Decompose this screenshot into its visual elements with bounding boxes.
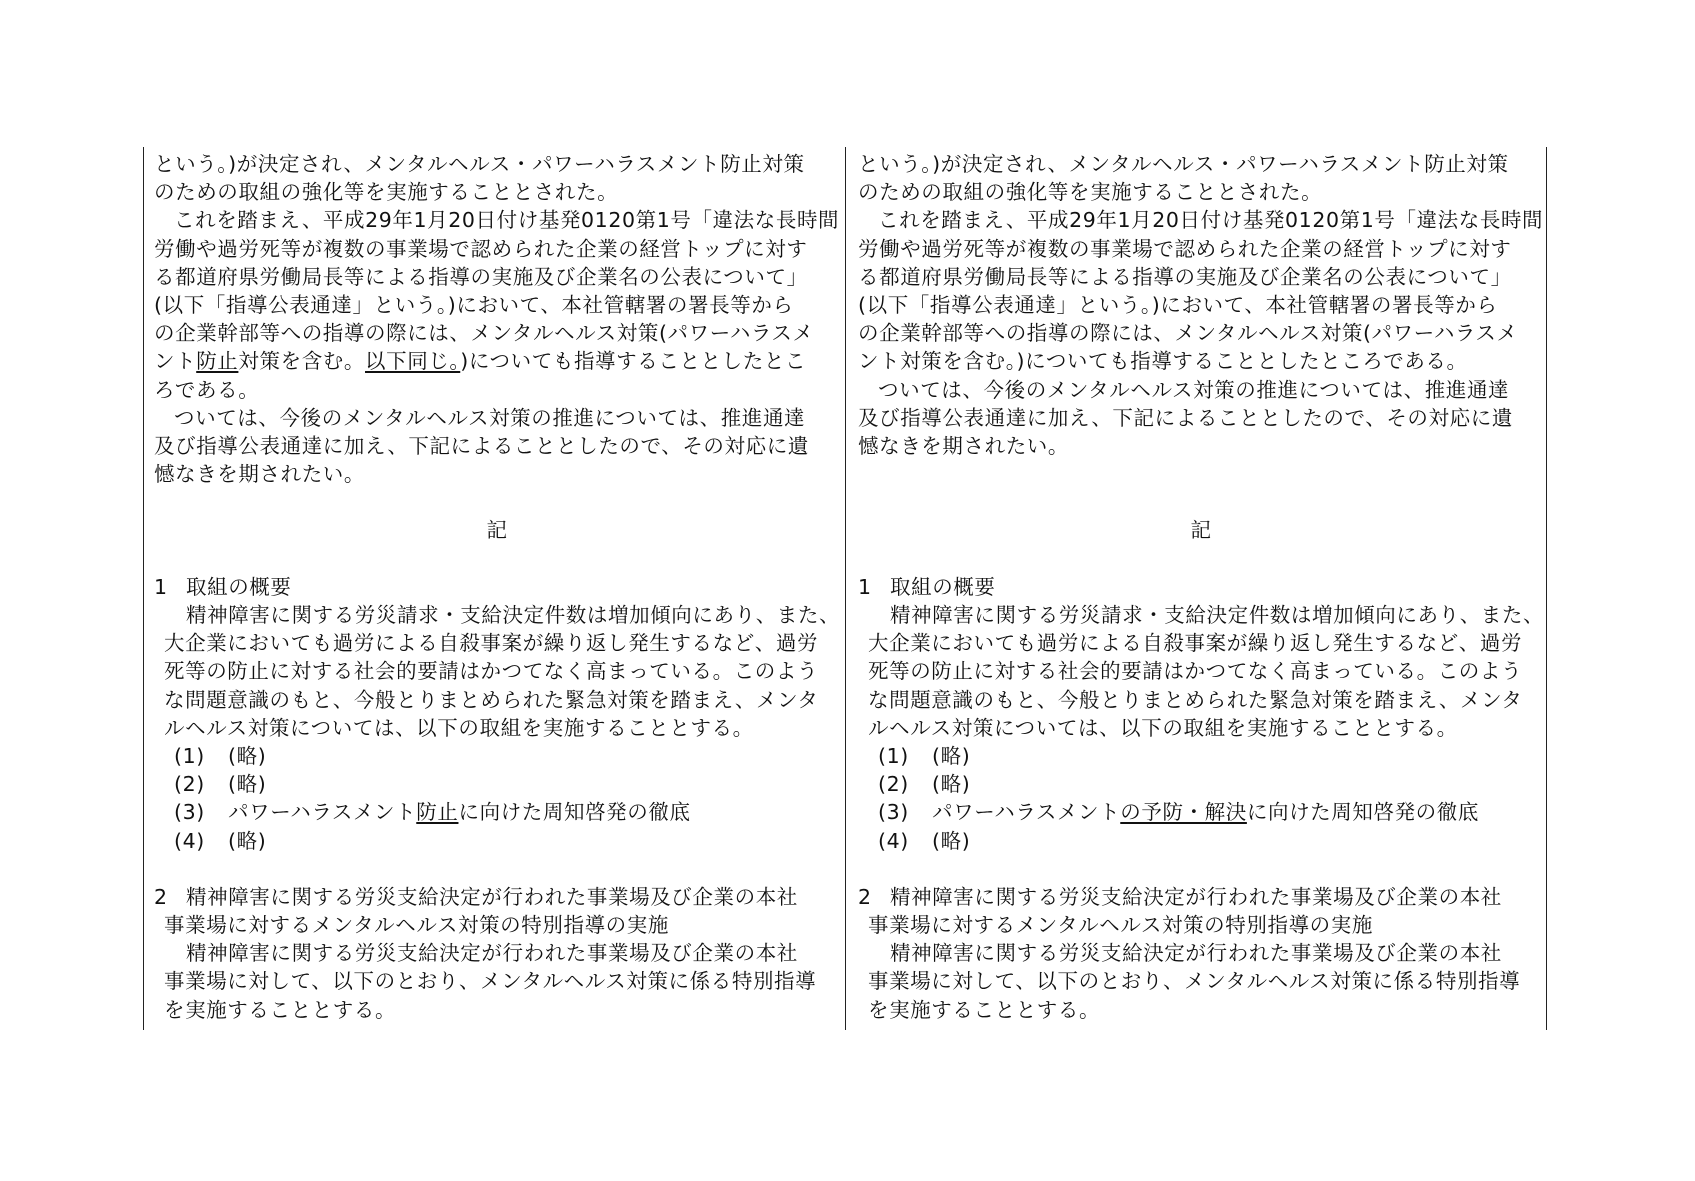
section-body-line: 大企業においても過労による自殺事案が繰り返し発生するなど、過労 <box>164 631 819 656</box>
intro-line: という。)が決定され、メンタルヘルス・パワーハラスメント防止対策 <box>154 152 805 176</box>
item-number: (4) <box>878 828 909 853</box>
section-body-line: 死等の防止に対する社会的要請はかつてなく高まっている。このよう <box>868 659 1523 684</box>
section-body-line: ルヘルス対策については、以下の取組を実施することとする。 <box>164 715 754 740</box>
paragraph-line: 及び指導公表通達に加え、下記によることとしたので、その対応に遺 <box>154 433 809 458</box>
item-text: (略) <box>228 772 267 797</box>
paragraph-line: これを踏まえ、平成29年1月20日付け基発0120第1号「違法な長時間 <box>174 208 840 233</box>
item-number: (3) <box>174 800 205 825</box>
right-column-current <box>858 150 1544 1024</box>
amended-text-underlined: 防止 <box>416 800 459 825</box>
intro-line: のための取組の強化等を実施することとされた。 <box>858 180 1323 205</box>
ki-heading: 記 <box>1190 518 1212 543</box>
item-text: パワーハラスメント <box>932 800 1121 825</box>
section-body-line: 精神障害に関する労災支給決定が行われた事業場及び企業の本社 <box>890 941 1502 966</box>
intro-line: のための取組の強化等を実施することとされた。 <box>154 180 619 205</box>
amended-text-underlined: の予防・解決 <box>1120 800 1247 825</box>
item-number: (2) <box>174 772 205 797</box>
item-text: パワーハラスメント <box>228 800 417 825</box>
paragraph-line: 憾なきを期されたい。 <box>858 433 1069 458</box>
paragraph-line: る都道府県労働局長等による指導の実施及び企業名の公表について」 <box>154 264 808 289</box>
paragraph-line: 労働や過労死等が複数の事業場で認められた企業の経営トップに対す <box>858 236 1512 261</box>
column-divider <box>845 147 846 1030</box>
section-body-line: 死等の防止に対する社会的要請はかつてなく高まっている。このよう <box>164 659 819 684</box>
section-body-line: 精神障害に関する労災請求・支給決定件数は増加傾向にあり、また、 <box>186 603 841 627</box>
text-segment: ント <box>154 349 197 374</box>
section-body-line: 大企業においても過労による自殺事案が繰り返し発生するなど、過労 <box>868 631 1523 656</box>
list-item <box>858 798 1544 826</box>
paragraph-line: ついては、今後のメンタルヘルス対策の推進については、推進通達 <box>174 405 806 430</box>
section-heading <box>154 573 840 601</box>
paragraph-line: 及び指導公表通達に加え、下記によることとしたので、その対応に遺 <box>858 405 1513 430</box>
section-number: 2 <box>858 884 872 909</box>
text-segment: )についても指導することとしたとこ <box>460 349 807 374</box>
section-body-line: 精神障害に関する労災支給決定が行われた事業場及び企業の本社 <box>186 941 798 966</box>
list-item <box>858 827 1544 855</box>
list-item <box>154 770 840 798</box>
amended-text-underlined: 以下同じ。 <box>365 349 461 374</box>
intro-line: という。)が決定され、メンタルヘルス・パワーハラスメント防止対策 <box>858 152 1509 176</box>
section-body-line: な問題意識のもと、今般とりまとめられた緊急対策を踏まえ、メンタ <box>164 687 819 712</box>
section-title: 精神障害に関する労災支給決定が行われた事業場及び企業の本社 <box>186 884 798 909</box>
item-text: (略) <box>932 772 971 797</box>
section-number: 1 <box>858 574 872 599</box>
section-body-line: を実施することとする。 <box>868 997 1101 1022</box>
section-number: 2 <box>154 884 168 909</box>
section-body-line: ルヘルス対策については、以下の取組を実施することとする。 <box>868 715 1458 740</box>
section-body-line: 精神障害に関する労災請求・支給決定件数は増加傾向にあり、また、 <box>890 603 1545 627</box>
item-number: (3) <box>878 800 909 825</box>
item-text: (略) <box>932 743 971 768</box>
section-title-cont: 事業場に対するメンタルヘルス対策の特別指導の実施 <box>164 913 669 938</box>
section-body-line: な問題意識のもと、今般とりまとめられた緊急対策を踏まえ、メンタ <box>868 687 1523 712</box>
paragraph-line: の企業幹部等への指導の際には、メンタルヘルス対策(パワーハラスメ <box>154 321 814 346</box>
paragraph-line: ついては、今後のメンタルヘルス対策の推進については、推進通達 <box>878 377 1510 402</box>
list-item <box>858 742 1544 770</box>
item-text: に向けた周知啓発の徹底 <box>1246 800 1479 825</box>
section-title: 取組の概要 <box>186 574 292 599</box>
section-title: 取組の概要 <box>890 574 996 599</box>
item-text: (略) <box>228 828 267 853</box>
section-number: 1 <box>154 574 168 599</box>
item-number: (4) <box>174 828 205 853</box>
section-body-line: 事業場に対して、以下のとおり、メンタルヘルス対策に係る特別指導 <box>164 969 817 994</box>
paragraph-line: 憾なきを期されたい。 <box>154 462 365 487</box>
paragraph-line: これを踏まえ、平成29年1月20日付け基発0120第1号「違法な長時間 <box>878 208 1544 233</box>
left-column-revised <box>154 150 840 1024</box>
ki-heading: 記 <box>486 518 508 543</box>
paragraph-line: る都道府県労働局長等による指導の実施及び企業名の公表について」 <box>858 264 1512 289</box>
item-text: (略) <box>228 743 267 768</box>
section-body-line: を実施することとする。 <box>164 997 397 1022</box>
list-item <box>154 742 840 770</box>
item-number: (1) <box>878 743 909 768</box>
text-segment: 対策を含む。 <box>238 349 366 374</box>
paragraph-line: (以下「指導公表通達」という。)において、本社管轄署の署長等から <box>858 292 1498 317</box>
section-title: 精神障害に関する労災支給決定が行われた事業場及び企業の本社 <box>890 884 1502 909</box>
paragraph-line: の企業幹部等への指導の際には、メンタルヘルス対策(パワーハラスメ <box>858 321 1518 346</box>
paragraph-line <box>154 347 840 375</box>
section-body-line: 事業場に対して、以下のとおり、メンタルヘルス対策に係る特別指導 <box>868 969 1521 994</box>
amended-text-underlined: 防止 <box>196 349 239 374</box>
section-heading <box>858 883 1544 911</box>
paragraph-line: 労働や過労死等が複数の事業場で認められた企業の経営トップに対す <box>154 236 808 261</box>
paragraph-line: ント対策を含む。)についても指導することとしたところである。 <box>858 349 1468 374</box>
paragraph-line: (以下「指導公表通達」という。)において、本社管轄署の署長等から <box>154 292 794 317</box>
item-number: (2) <box>878 772 909 797</box>
list-item <box>858 770 1544 798</box>
list-item <box>154 827 840 855</box>
item-number: (1) <box>174 743 205 768</box>
paragraph-line: ろである。 <box>154 377 260 402</box>
section-heading <box>858 573 1544 601</box>
section-heading <box>154 883 840 911</box>
item-text: (略) <box>932 828 971 853</box>
list-item <box>154 798 840 826</box>
item-text: に向けた周知啓発の徹底 <box>458 800 691 825</box>
section-title-cont: 事業場に対するメンタルヘルス対策の特別指導の実施 <box>868 913 1373 938</box>
